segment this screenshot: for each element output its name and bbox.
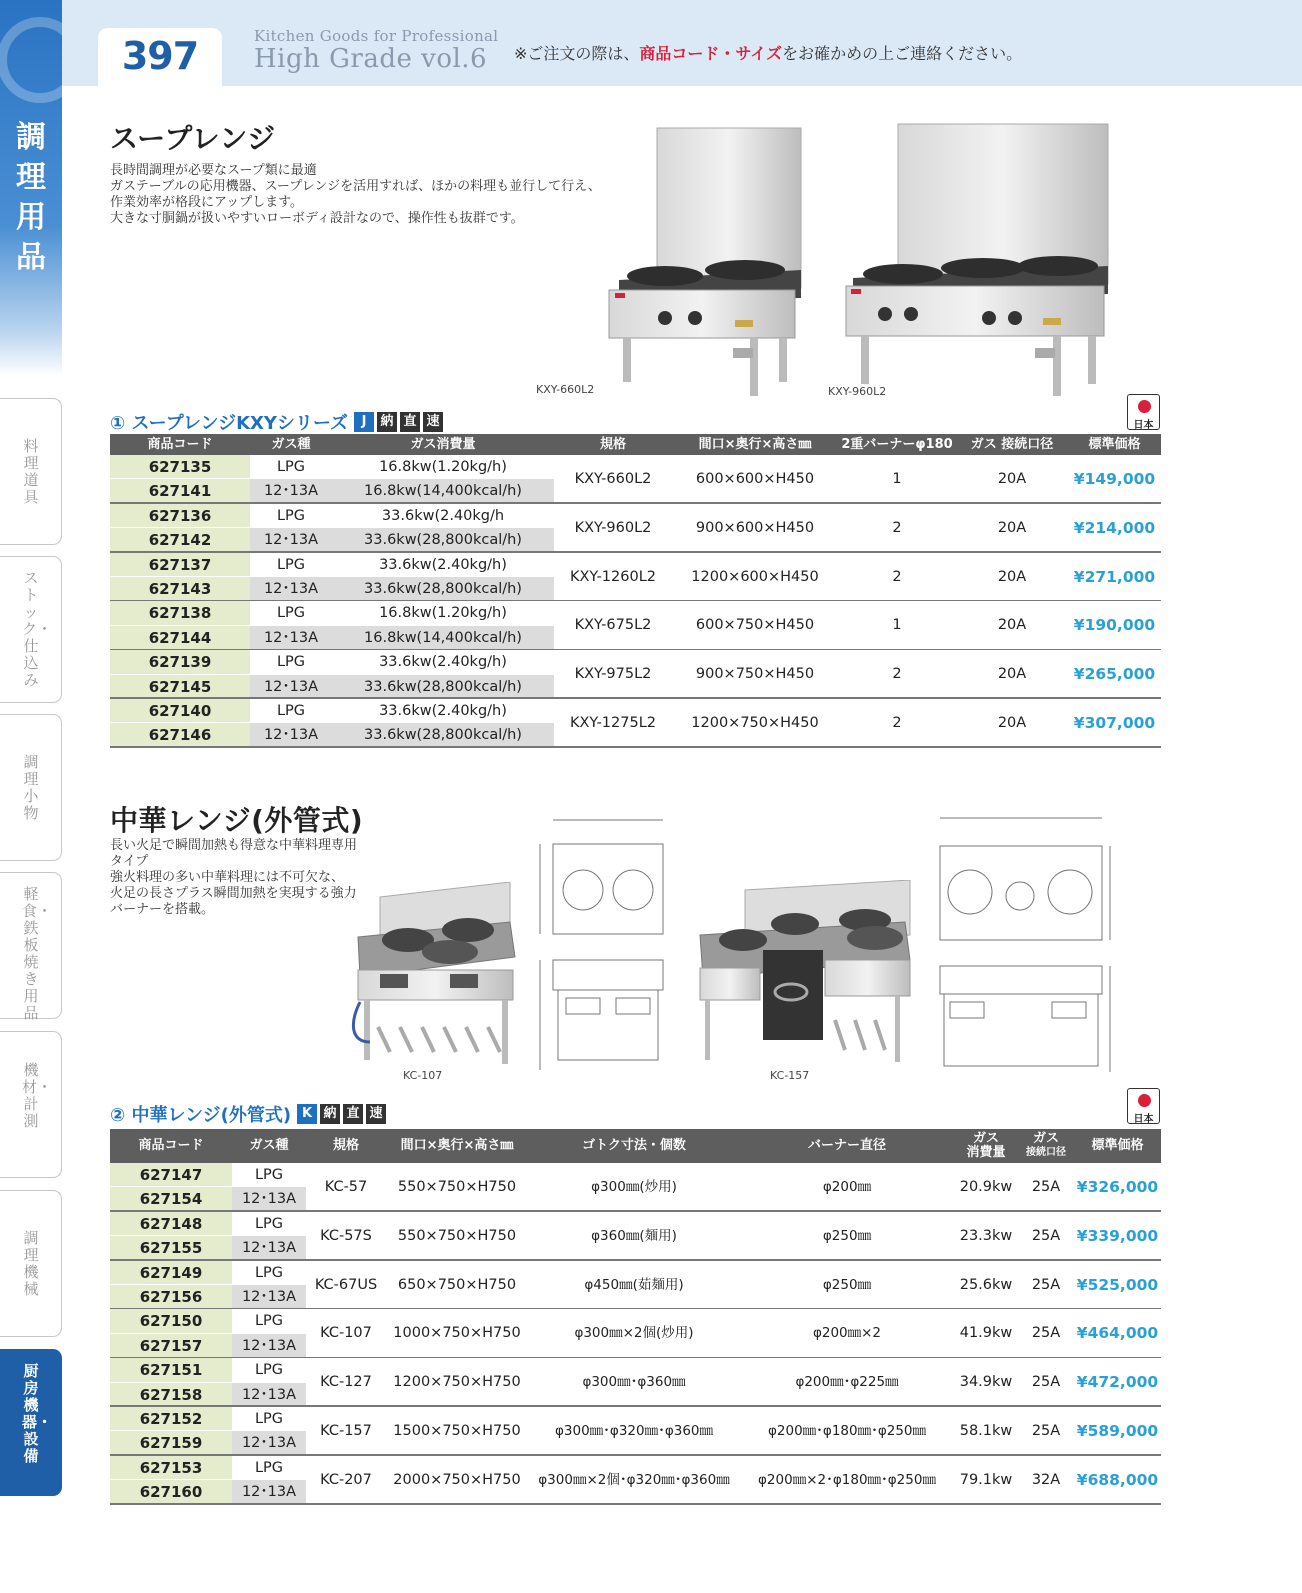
gas-type: LPG: [254, 1215, 284, 1232]
model-spec: KXY-975L2: [574, 666, 652, 683]
product-code: 627140: [110, 699, 250, 722]
gas-port-size: 25A: [1031, 1227, 1061, 1244]
standard-price: ¥472,000: [1076, 1373, 1159, 1392]
model-spec: KXY-675L2: [574, 617, 652, 634]
kc-107-technical-drawing: [528, 812, 668, 1080]
chinese-table-header: [110, 1129, 1161, 1163]
product-code: 627138: [110, 601, 250, 624]
row-divider: [110, 576, 554, 577]
product-code: 627150: [110, 1309, 232, 1332]
gas-port-size: 25A: [1031, 1374, 1061, 1391]
column-header: 間口×奥行×高さ㎜: [698, 437, 812, 452]
column-header: 標準価格: [1088, 437, 1141, 452]
table-row: [110, 504, 1161, 553]
trivet-size: φ300㎜･φ320㎜･φ360㎜: [554, 1423, 714, 1439]
sidebar-tab-label: 料理道具: [23, 436, 39, 506]
product-code: 627151: [110, 1358, 232, 1381]
table-row: [110, 699, 1161, 748]
model-spec: KC-157: [320, 1423, 372, 1439]
product-code: 627146: [110, 723, 250, 746]
dimensions: 550×750×H750: [397, 1227, 517, 1244]
gas-type: LPG: [276, 507, 306, 524]
dimensions: 1200×750×H450: [691, 715, 819, 731]
gas-port-size: 20A: [997, 666, 1027, 683]
row-divider: [110, 1382, 306, 1383]
row-divider: [110, 478, 554, 479]
product-code: 627141: [110, 479, 250, 502]
product-code: 627154: [110, 1187, 232, 1210]
gas-type: 12･13A: [232, 1285, 306, 1308]
chinese-range-description: 長い火足で瞬間加熱も得意な中華料理専用 タイプ 強火料理の多い中華料理には不可欠な、 火足の長さプラス瞬間加熱を実現する強力 バーナーを搭載。: [110, 838, 358, 917]
burner-diameter: φ200㎜×2･φ180㎜･φ250㎜: [758, 1471, 936, 1488]
standard-price: ¥214,000: [1073, 518, 1156, 537]
dimensions: 900×750×H450: [695, 666, 815, 683]
row-divider: [110, 1503, 1161, 1505]
gas-type: 12･13A: [250, 626, 332, 649]
standard-price: ¥525,000: [1076, 1275, 1159, 1294]
column-header: バーナー直径: [807, 1138, 886, 1153]
model-spec: KXY-1260L2: [569, 568, 657, 585]
standard-price: ¥271,000: [1073, 567, 1156, 586]
row-divider: [110, 722, 554, 723]
sidebar-tab-label: 調理小物: [23, 752, 39, 822]
column-header: 規格: [599, 437, 626, 452]
model-spec: KXY-960L2: [574, 519, 652, 536]
sidebar-tab-label: ストック・仕込み: [22, 569, 53, 689]
gas-consumption: 33.6kw(2.40kg/h): [379, 654, 507, 671]
column-header: 商品コード: [147, 437, 213, 452]
dimensions: 1200×750×H750: [393, 1374, 521, 1391]
table-row: [110, 650, 1161, 699]
standard-price: ¥589,000: [1076, 1422, 1159, 1440]
gas-port-size: 25A: [1031, 1276, 1061, 1293]
gas-consumption: 33.6kw(28,800kcal/h): [332, 723, 554, 746]
product-code: 627157: [110, 1334, 232, 1357]
gas-consumption: 23.3kw: [959, 1227, 1013, 1244]
column-header: 間口×奥行×高さ㎜: [400, 1138, 514, 1153]
gas-type: 12･13A: [232, 1383, 306, 1406]
standard-price: ¥464,000: [1076, 1324, 1159, 1343]
badge-choku: 直: [400, 412, 420, 432]
kc-107-caption: KC-107: [403, 1069, 443, 1082]
column-header: 2重バーナーφ180個数: [841, 437, 953, 473]
product-code: 627153: [110, 1456, 232, 1479]
chinese-range-title: 中華レンジ(外管式): [110, 804, 364, 837]
product-code: 627152: [110, 1407, 232, 1430]
gas-type: LPG: [276, 605, 306, 622]
gas-port-size: 20A: [997, 471, 1027, 487]
column-header: 商品コード: [138, 1138, 204, 1153]
trivet-size: φ300㎜×2個(炒用): [574, 1325, 694, 1342]
column-header: 標準価格: [1091, 1138, 1144, 1153]
burner-diameter: φ200㎜･φ180㎜･φ250㎜: [767, 1423, 927, 1439]
burner-diameter: φ250㎜: [822, 1276, 872, 1293]
product-code: 627156: [110, 1285, 232, 1308]
kxy-960l2-photo: [843, 118, 1113, 400]
gas-type: 12･13A: [232, 1236, 306, 1259]
product-code: 627149: [110, 1261, 232, 1284]
dimensions: 600×600×H450: [695, 471, 815, 487]
product-code: 627136: [110, 504, 250, 527]
column-header: ガス種: [249, 1138, 289, 1153]
product-code: 627147: [110, 1163, 232, 1186]
gas-type: LPG: [254, 1411, 284, 1427]
gas-port-size: 20A: [997, 568, 1027, 585]
kc-157-technical-drawing: [932, 810, 1122, 1080]
gas-consumption: 34.9kw: [959, 1374, 1013, 1391]
badge-nou: 納: [377, 412, 397, 432]
gas-type: LPG: [276, 654, 306, 671]
trivet-size: φ300㎜(炒用): [591, 1179, 677, 1195]
standard-price: ¥149,000: [1073, 470, 1156, 488]
dimensions: 1000×750×H750: [393, 1325, 521, 1342]
row-divider: [110, 1284, 306, 1285]
table-row: [110, 1212, 1161, 1261]
table-row: [110, 1163, 1161, 1212]
double-burner-count: 2: [892, 715, 902, 731]
gas-type: 12･13A: [250, 577, 332, 600]
product-code: 627144: [110, 626, 250, 649]
column-header: ガス 接続口径: [970, 437, 1054, 452]
chinese-range-table: [110, 1129, 1161, 1507]
row-divider: [110, 1186, 306, 1187]
table-row: [110, 455, 1161, 504]
made-in-japan-flag-icon: 日本: [1127, 394, 1160, 430]
table-row: [110, 1456, 1161, 1505]
sidebar-category-main-label: 調 理 用 品: [16, 120, 46, 275]
dimensions: 1500×750×H750: [393, 1423, 521, 1439]
soup-range-description: 長時間調理が必要なスープ類に最適 ガステーブルの応用機器、スープレンジを活用すれば、ほかの料理も並行して行え、 作業効率が格段にアップします。 大きな寸胴鍋が扱いやすいローボディ設計なので、操作性も抜群です。: [110, 163, 601, 226]
dimensions: 550×750×H750: [397, 1179, 517, 1195]
gas-consumption: 33.6kw(28,800kcal/h): [332, 528, 554, 551]
gas-consumption: 33.6kw(28,800kcal/h): [332, 675, 554, 698]
product-code: 627145: [110, 675, 250, 698]
standard-price: ¥190,000: [1073, 616, 1156, 635]
dimensions: 1200×600×H450: [691, 568, 819, 585]
standard-price: ¥339,000: [1076, 1226, 1159, 1245]
brand-title: High Grade vol.6: [254, 44, 488, 74]
model-spec: KC-57S: [320, 1227, 372, 1244]
gas-consumption: 16.8kw(1.20kg/h): [379, 459, 507, 475]
gas-type: 12･13A: [250, 675, 332, 698]
double-burner-count: 2: [892, 666, 902, 683]
double-burner-count: 1: [892, 617, 902, 634]
kc-107-photo: [350, 882, 520, 1068]
sidebar-tab-label: 厨房機器・設備: [22, 1362, 53, 1465]
table-row: [110, 553, 1161, 602]
gas-type: 12･13A: [250, 528, 332, 551]
badge-nou: 納: [320, 1104, 340, 1124]
gas-consumption: 16.8kw(14,400kcal/h): [332, 626, 554, 649]
row-divider: [110, 1479, 306, 1480]
gas-port-size: 25A: [1031, 1423, 1061, 1439]
standard-price: ¥326,000: [1076, 1178, 1159, 1196]
product-code: 627148: [110, 1212, 232, 1235]
product-code: 627143: [110, 577, 250, 600]
row-divider: [110, 746, 1161, 748]
dimensions: 650×750×H750: [397, 1276, 517, 1293]
soup-table-heading: ① スープレンジKXYシリーズ J 納 直 速: [110, 409, 443, 435]
product-code: 627160: [110, 1480, 232, 1503]
product-code: 627158: [110, 1383, 232, 1406]
gas-type: 12･13A: [250, 723, 332, 746]
brand-subtitle: Kitchen Goods for Professional: [254, 27, 499, 45]
gas-type: LPG: [254, 1313, 284, 1330]
chinese-table-heading: ② 中華レンジ(外管式) K 納 直 速: [110, 1101, 386, 1127]
dimensions: 900×600×H450: [695, 519, 815, 536]
product-code: 627139: [110, 650, 250, 673]
gas-consumption: 33.6kw(2.40kg/h): [379, 703, 507, 719]
model-spec: KC-107: [320, 1325, 372, 1342]
gas-type: 12･13A: [232, 1480, 306, 1503]
table-row: [110, 1309, 1161, 1358]
gas-consumption: 33.6kw(28,800kcal/h): [332, 577, 554, 600]
product-code: 627155: [110, 1236, 232, 1259]
column-header-gas-consumption: ガス 消費量: [966, 1131, 1006, 1160]
badge-soku: 速: [366, 1104, 386, 1124]
burner-diameter: φ250㎜: [822, 1227, 872, 1244]
gas-type: 12･13A: [232, 1431, 306, 1454]
sidebar-tab-label: 軽食・鉄板焼き用品: [22, 885, 53, 1022]
column-header: 規格: [332, 1138, 359, 1153]
gas-consumption: 25.6kw: [959, 1276, 1013, 1293]
trivet-size: φ450㎜(茹麺用): [584, 1276, 684, 1293]
product-code: 627159: [110, 1431, 232, 1454]
gas-port-size: 20A: [997, 715, 1027, 731]
model-spec: KXY-1275L2: [569, 715, 657, 731]
row-divider: [110, 527, 554, 528]
badge-j: J: [354, 412, 374, 432]
row-divider: [110, 625, 554, 626]
gas-consumption: 16.8kw(14,400kcal/h): [332, 479, 554, 502]
kxy-660l2-photo: [605, 120, 805, 400]
standard-price: ¥265,000: [1073, 665, 1156, 684]
gas-type: LPG: [254, 1362, 284, 1379]
trivet-size: φ300㎜･φ360㎜: [582, 1374, 686, 1391]
gas-port-size: 20A: [997, 617, 1027, 634]
gas-consumption: 33.6kw(2.40kg/h: [381, 507, 505, 524]
gas-port-size: 32A: [1031, 1471, 1061, 1488]
gas-consumption: 79.1kw: [959, 1471, 1013, 1488]
row-divider: [110, 1430, 306, 1431]
badge-choku: 直: [343, 1104, 363, 1124]
dimensions: 600×750×H450: [695, 617, 815, 634]
column-header: ガス消費量: [410, 437, 476, 452]
burner-diameter: φ200㎜: [822, 1179, 872, 1195]
gas-type: LPG: [276, 459, 306, 475]
trivet-size: φ300㎜×2個･φ320㎜･φ360㎜: [538, 1471, 730, 1488]
double-burner-count: 2: [892, 519, 902, 536]
model-spec: KXY-660L2: [574, 471, 652, 487]
dimensions: 2000×750×H750: [393, 1471, 521, 1488]
table-row: [110, 601, 1161, 650]
sidebar-tab-label: 調理機械: [23, 1228, 39, 1298]
gas-type: 12･13A: [232, 1334, 306, 1357]
gas-type: 12･13A: [250, 479, 332, 502]
gas-type: 12･13A: [232, 1187, 306, 1210]
gas-port-size: 20A: [997, 519, 1027, 536]
model-spec: KC-57: [324, 1179, 368, 1195]
trivet-size: φ360㎜(麺用): [591, 1227, 677, 1244]
gas-consumption: 20.9kw: [959, 1179, 1013, 1195]
standard-price: ¥688,000: [1076, 1470, 1159, 1489]
standard-price: ¥307,000: [1073, 714, 1156, 732]
product-code: 627137: [110, 553, 250, 576]
badge-soku: 速: [423, 412, 443, 432]
row-divider: [110, 1235, 306, 1236]
gas-consumption: 41.9kw: [959, 1325, 1013, 1342]
column-header-gas-port: ガス 接続口径: [1026, 1131, 1066, 1158]
burner-diameter: φ200㎜×2: [812, 1325, 882, 1342]
burner-diameter: φ200㎜･φ225㎜: [795, 1374, 899, 1391]
model-spec: KC-127: [320, 1374, 372, 1391]
column-header: ガス種: [271, 437, 311, 452]
gas-type: LPG: [254, 1167, 284, 1183]
product-code: 627135: [110, 455, 250, 478]
kxy-960l2-caption: KXY-960L2: [828, 385, 887, 398]
table-row: [110, 1358, 1161, 1407]
column-header: ゴトク寸法・個数: [582, 1138, 686, 1153]
double-burner-count: 2: [892, 568, 902, 585]
gas-type: LPG: [276, 703, 306, 719]
badge-k: K: [297, 1104, 317, 1124]
gas-type: LPG: [254, 1264, 284, 1281]
soup-range-title: スープレンジ: [110, 122, 276, 155]
table-row: [110, 1407, 1161, 1456]
gas-consumption: 16.8kw(1.20kg/h): [379, 605, 507, 622]
model-spec: KC-67US: [314, 1276, 378, 1293]
soup-range-table: [110, 434, 1161, 746]
product-code: 627142: [110, 528, 250, 551]
kxy-660l2-caption: KXY-660L2: [536, 383, 595, 396]
gas-type: LPG: [276, 556, 306, 573]
model-spec: KC-207: [320, 1471, 372, 1488]
order-notice: ※ご注文の際は、商品コード・サイズをお確かめの上ご連絡ください。: [514, 44, 1023, 63]
row-divider: [110, 674, 554, 675]
kc-157-caption: KC-157: [770, 1069, 810, 1082]
double-burner-count: 1: [892, 471, 902, 487]
sidebar-tab-label: 機材・計測: [22, 1061, 53, 1130]
table-row: [110, 1261, 1161, 1310]
decorative-swirl-icon: [0, 0, 62, 120]
kc-157-photo: [695, 880, 915, 1070]
made-in-japan-flag-icon: 日本: [1127, 1088, 1160, 1124]
gas-consumption: 33.6kw(2.40kg/h): [379, 556, 507, 573]
gas-consumption: 58.1kw: [959, 1423, 1013, 1439]
page-number: 397: [121, 34, 199, 78]
gas-type: LPG: [254, 1459, 284, 1476]
gas-port-size: 25A: [1031, 1325, 1061, 1342]
gas-port-size: 25A: [1031, 1179, 1061, 1195]
row-divider: [110, 1333, 306, 1334]
